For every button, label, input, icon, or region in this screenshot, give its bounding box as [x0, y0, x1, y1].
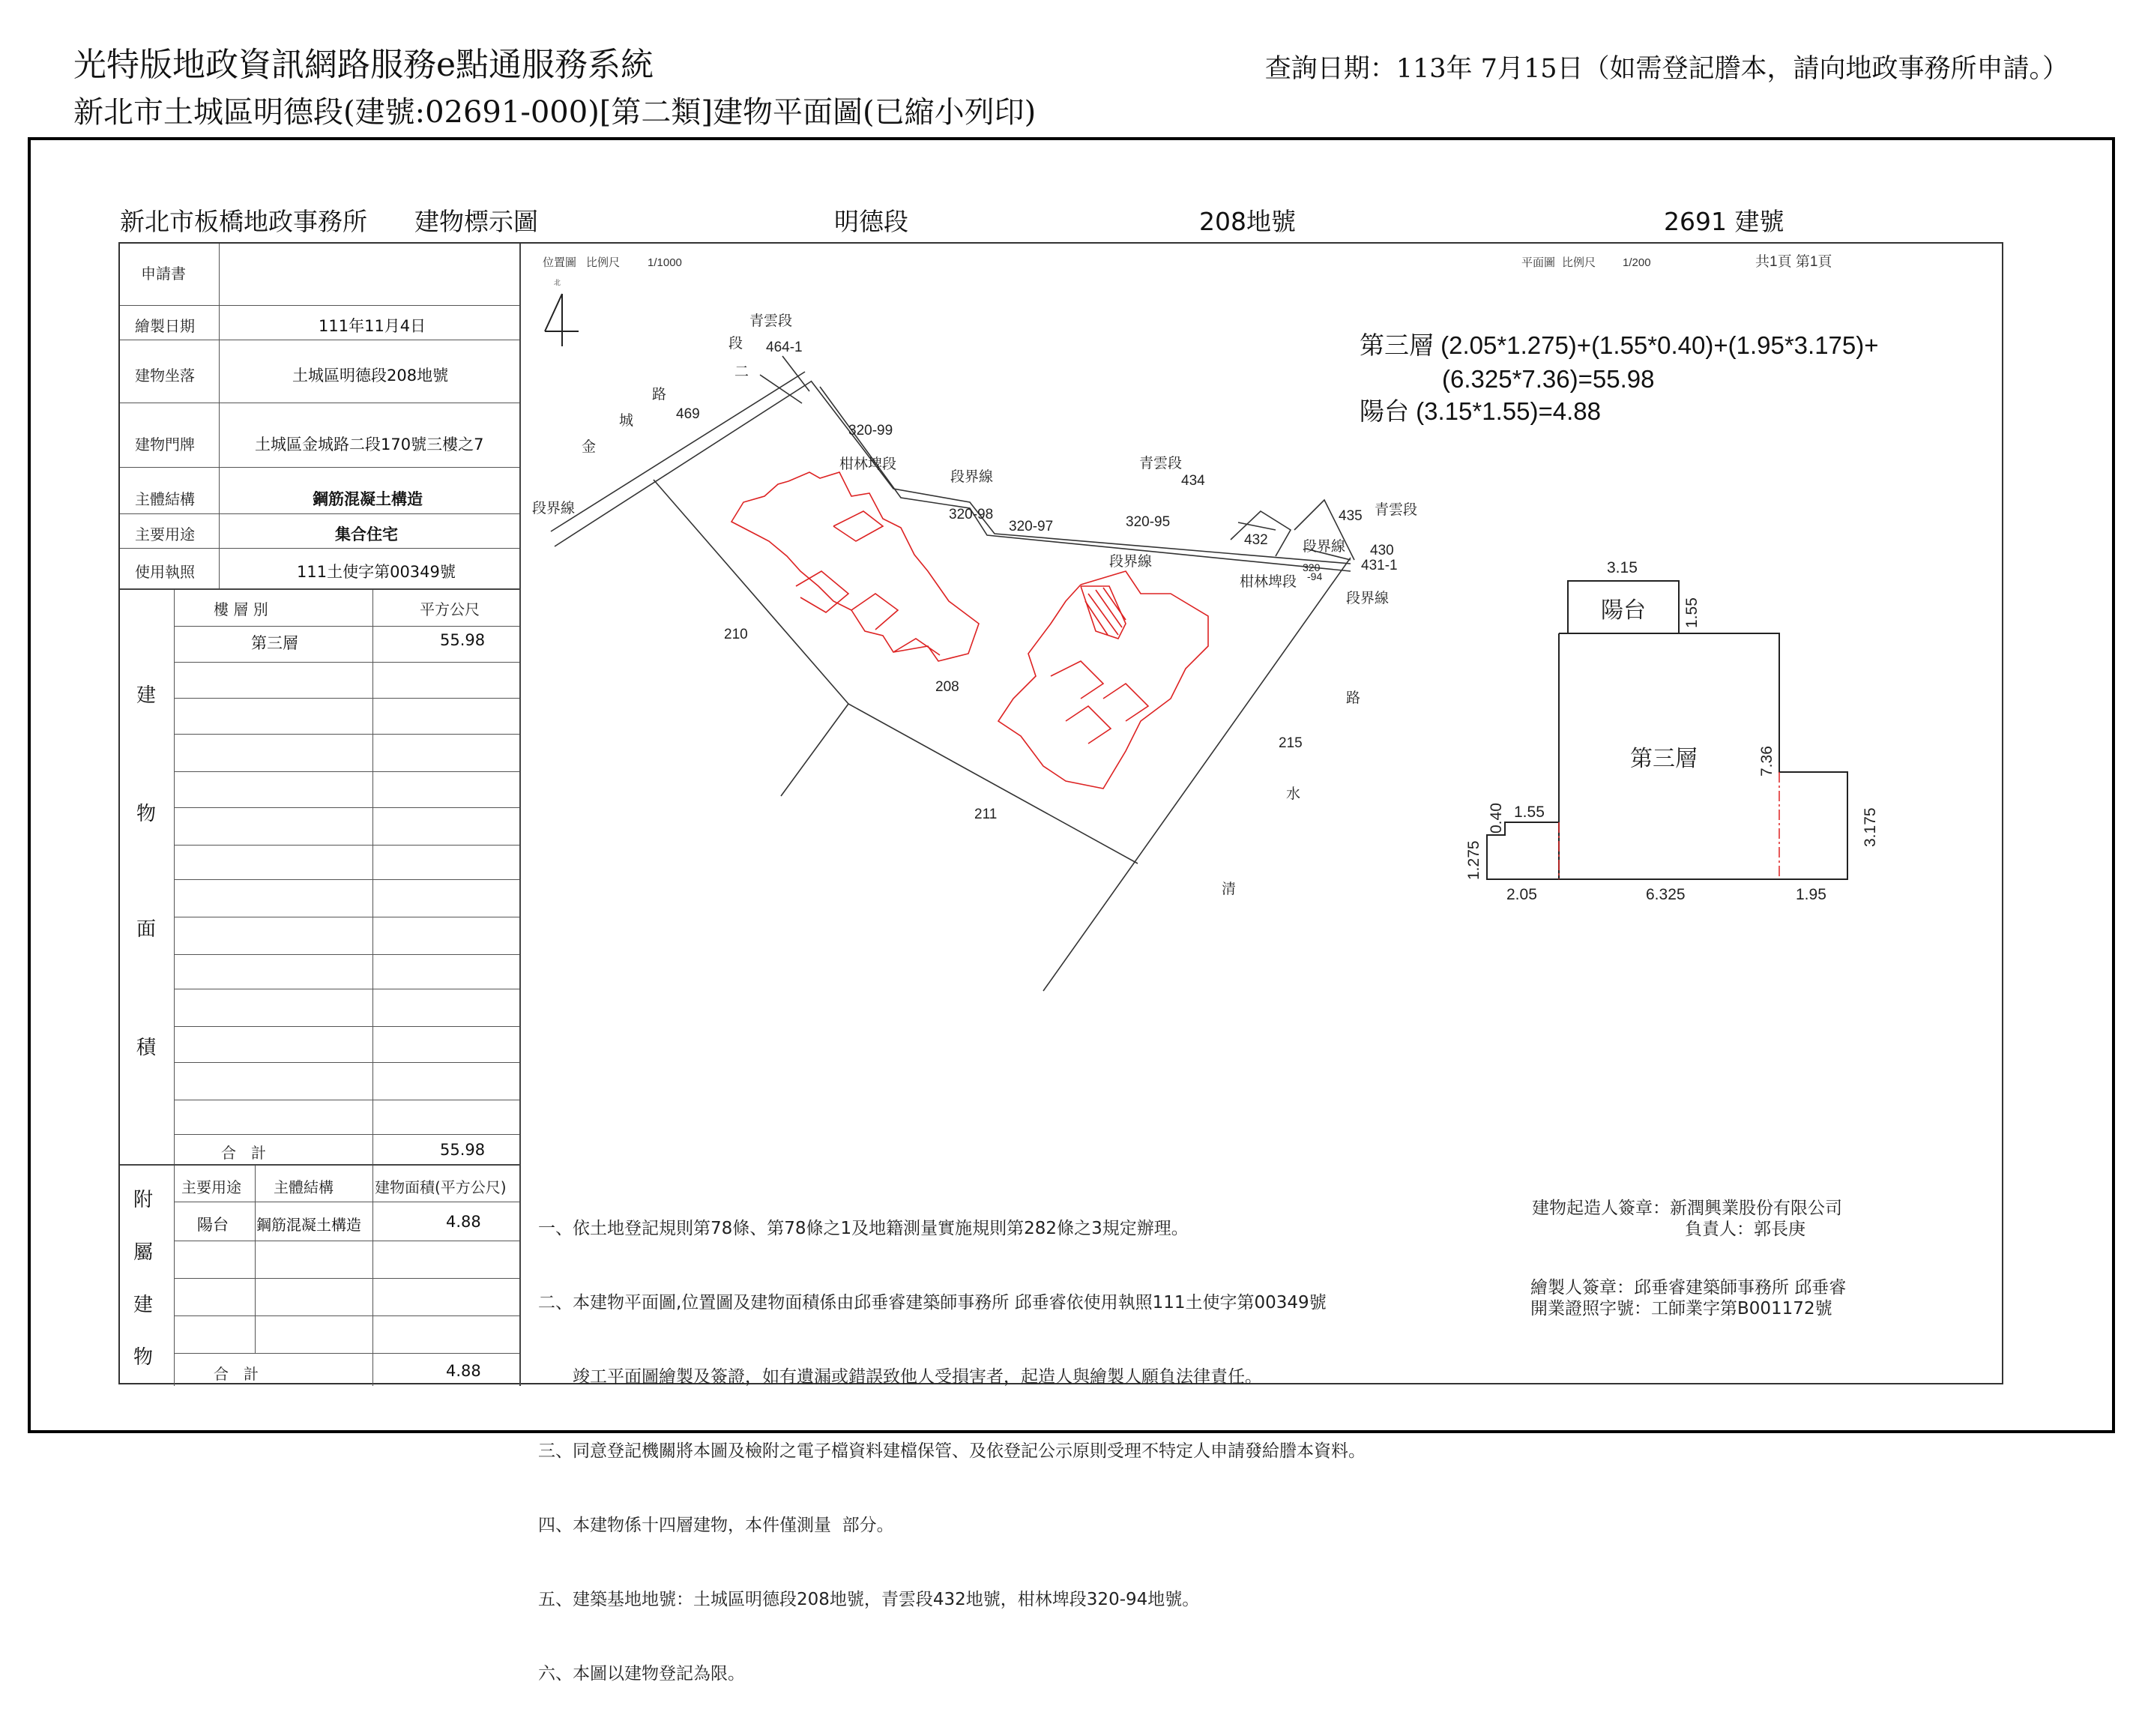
query-date: 查詢日期：113年 7月15日（如需登記謄本，請向地政事務所申請。） [1264, 54, 2069, 84]
map-label-208: 208 [935, 679, 959, 695]
location-map [519, 244, 2003, 1106]
annex-section [120, 1166, 519, 1386]
dim-7-36: 7.36 [1758, 746, 1775, 777]
info-table [120, 244, 521, 1386]
area-char-3: 面 [136, 918, 157, 941]
office-name: 新北市板橋地政事務所 [120, 207, 367, 236]
page-count: 共1頁 第1頁 [1755, 254, 1832, 270]
note-1: 一、依土地登記規則第78條、第78條之1及地籍測量實施規則第282條之3規定辦理。 [538, 1219, 1189, 1238]
map-label-211: 211 [974, 807, 998, 822]
section-name: 明德段 [834, 207, 908, 236]
map-label-320-95: 320-95 [1126, 514, 1171, 530]
north-arrow-icon [545, 294, 579, 346]
sqm-header: 平方公尺 [420, 600, 480, 618]
map-label-boundary-4: 段界線 [1346, 591, 1390, 606]
map-label-435: 435 [1339, 508, 1363, 524]
note-3: 竣工平面圖繪製及簽證，如有遺漏或錯誤致他人受損害者，起造人與繪製人願負法律責任。 [538, 1367, 1262, 1387]
annex-char-1: 附 [133, 1189, 154, 1211]
annex-char-4: 物 [133, 1346, 154, 1369]
annex-area-header: 建物面積(平方公尺) [375, 1178, 507, 1196]
date-value: 111年11月4日 [319, 317, 426, 335]
map-label-320-99: 320-99 [848, 423, 893, 438]
dim-0-40: 0.40 [1488, 803, 1505, 834]
drafter-signature: 繪製人簽章：邱垂睿建築師事務所 邱垂睿 [1530, 1278, 1847, 1298]
license-label: 使用執照 [135, 563, 195, 581]
north-label: 北 [554, 279, 561, 286]
map-label-shui: 水 [1286, 786, 1301, 802]
annex-total-label: 合 計 [214, 1365, 259, 1383]
map-label-road-2: 路 [652, 387, 667, 403]
plan-division-lines [1559, 772, 1779, 879]
sqm-row-1: 55.98 [440, 631, 486, 649]
annex-structure-1: 鋼筋混凝土構造 [256, 1216, 361, 1234]
map-label-ganlin-1: 柑林埤段 [839, 456, 897, 472]
dim-1-275: 1.275 [1465, 840, 1482, 880]
map-label-qingyun-top: 青雲段 [749, 313, 793, 329]
map-label-430: 430 [1370, 543, 1394, 558]
map-label-320-98: 320-98 [949, 507, 994, 522]
map-label-qingyun-3: 青雲段 [1375, 502, 1418, 518]
plan-scale: 1/200 [1623, 256, 1651, 269]
formula-line-3: 陽台 (3.15*1.55)=4.88 [1360, 397, 1601, 425]
map-label-ganlin-2: 柑林埤段 [1240, 574, 1297, 590]
floor-plan [1487, 581, 1847, 879]
drafter-license: 開業證照字號：工師業字第B001172號 [1530, 1299, 1832, 1318]
usage-value: 集合住宅 [335, 525, 398, 543]
map-label-lu: 路 [1346, 690, 1361, 706]
address-value: 土城區金城路二段170號三樓之7 [255, 435, 484, 453]
area-char-1: 建 [136, 684, 157, 707]
map-label-94: -94 [1307, 570, 1323, 582]
area-section [120, 590, 519, 1166]
map-label-qingyun-2: 青雲段 [1139, 456, 1183, 471]
area-total-value: 55.98 [440, 1141, 486, 1159]
plan-scale-label: 比例尺 [1562, 256, 1596, 269]
plan-balcony-label: 陽台 [1601, 598, 1646, 623]
dim-2-05: 2.05 [1506, 886, 1537, 903]
info-rows [120, 244, 519, 590]
floor-header: 樓 層 別 [214, 600, 268, 618]
responsible-person: 負責人：郭長庚 [1685, 1220, 1805, 1239]
formula-line-2: (6.325*7.36)=55.98 [1442, 365, 1655, 393]
lot-boundaries [654, 381, 1354, 991]
dim-3-175: 3.175 [1862, 807, 1879, 847]
dim-3-15: 3.15 [1607, 559, 1638, 576]
note-4: 三、同意登記機關將本圖及檢附之電子檔資料建檔保管、及依登記公示原則受理不特定人申請發給謄本資料。 [538, 1441, 1366, 1461]
map-label-road-4: 金 [582, 439, 597, 455]
note-7: 六、本圖以建物登記為限。 [538, 1664, 745, 1684]
notes-block [538, 1167, 1366, 1736]
map-label-boundary-1: 段界線 [950, 469, 994, 485]
area-char-4: 積 [136, 1037, 157, 1059]
map-label-boundary-2: 段界線 [1303, 539, 1346, 555]
dim-1-55-v: 1.55 [1683, 597, 1701, 628]
plan-label: 平面圖 [1521, 256, 1556, 269]
note-5: 四、本建物係十四層建物，本件僅測量 部分。 [538, 1516, 894, 1535]
map-label-boundary-3: 段界線 [1109, 554, 1153, 570]
license-value: 111土使字第00349號 [297, 563, 456, 581]
map-label-boundary-left: 段界線 [532, 501, 576, 516]
map-label-320: 320 [1303, 561, 1321, 573]
map-label-210: 210 [724, 627, 748, 642]
annex-use-1: 陽台 [197, 1216, 229, 1234]
map-label-duan: 段 [728, 336, 743, 352]
building-number: 2691 建號 [1664, 207, 1784, 236]
annex-area-1: 4.88 [446, 1213, 481, 1231]
map-label-320-97: 320-97 [1009, 519, 1054, 534]
structure-label: 主體結構 [135, 490, 195, 508]
map-label-464-1: 464-1 [766, 340, 803, 355]
formula-line-1: 第三層 (2.05*1.275)+(1.55*0.40)+(1.95*3.175)+ [1360, 331, 1879, 359]
structure-value: 鋼筋混凝土構造 [313, 490, 423, 508]
location-value: 土城區明德段208地號 [292, 367, 449, 385]
annex-structure-header: 主體結構 [274, 1178, 334, 1196]
annex-char-2: 屬 [133, 1241, 154, 1264]
map-label-431-1: 431-1 [1361, 558, 1398, 573]
builder-signature: 建物起造人簽章：新潤興業股份有限公司 [1532, 1199, 1842, 1218]
floor-row-1: 第三層 [251, 634, 298, 652]
dim-1-55: 1.55 [1514, 804, 1545, 821]
annex-total-value: 4.88 [446, 1362, 481, 1380]
dim-1-95: 1.95 [1796, 886, 1826, 903]
usage-label: 主要用途 [135, 525, 195, 543]
area-total-label: 合 計 [221, 1144, 266, 1162]
application-label: 申請書 [141, 265, 186, 283]
annex-char-3: 建 [133, 1294, 154, 1316]
map-label-road-1: 二 [734, 364, 749, 380]
date-label: 繪製日期 [135, 317, 195, 335]
area-char-2: 物 [136, 803, 157, 825]
map-label-469: 469 [676, 406, 700, 422]
document-subtitle: 新北市土城區明德段(建號:02691-000)[第二類]建物平面圖(已縮小列印) [73, 95, 1037, 130]
address-label: 建物門牌 [135, 435, 195, 453]
system-title: 光特版地政資訊網路服務e點通服務系統 [73, 46, 654, 84]
location-label: 建物坐落 [135, 367, 195, 385]
map-title: 建物標示圖 [414, 207, 538, 236]
map-frame [118, 242, 2003, 1684]
location-map-label: 位置圖 [543, 256, 577, 269]
map-label-qing: 清 [1222, 881, 1237, 897]
note-2: 二、本建物平面圖,位置圖及建物面積係由邱垂睿建築師事務所 邱垂睿依使用執照111土使字第00349號 [538, 1293, 1327, 1312]
plan-floor-label: 第三層 [1630, 747, 1698, 771]
map-label-road-3: 城 [619, 413, 634, 429]
map-label-432: 432 [1244, 532, 1268, 548]
location-scale-label: 比例尺 [586, 256, 621, 269]
map-label-434: 434 [1181, 473, 1205, 489]
location-scale: 1/1000 [648, 256, 682, 269]
dim-6-325: 6.325 [1646, 886, 1686, 903]
map-label-215: 215 [1279, 735, 1303, 751]
annex-use-header: 主要用途 [181, 1178, 241, 1196]
lot-number: 208地號 [1199, 207, 1296, 236]
note-6: 五、建築基地地號：土城區明德段208地號，青雲段432地號，柑林埤段320-94地號。 [538, 1590, 1200, 1609]
